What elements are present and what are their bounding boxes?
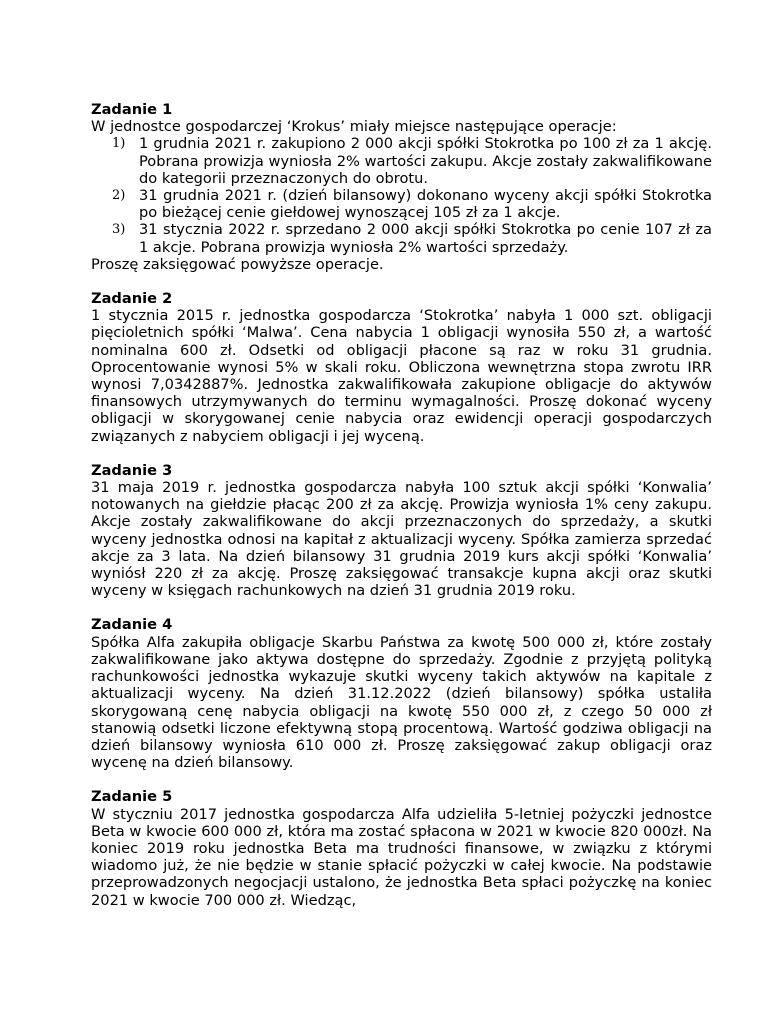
task-title: Zadanie 4 [91, 616, 173, 634]
task-2 [91, 290, 712, 445]
operation-text: 1 grudnia 2021 r. zakupiono 2 000 akcji spółki Stokrotka po 100 zł za 1 akcję. Pobrana prowizja wyniosła 2% wartości zakupu. Akcje zostały zakwalifikowane do kategorii przeznaczonych do obrotu. [139, 135, 712, 187]
task-title: Zadanie 3 [91, 461, 173, 479]
operation-item [112, 221, 712, 256]
task-body: 1 stycznia 2015 r. jednostka gospodarcza ‘Stokrotka’ nabyła 1 000 szt. obligacji pięcioletnich spółki ‘Malwa’. Cena nabycia 1 obligacji wynosiła 550 zł, a wartość nominalna 600 zł. Odsetki od obligacji płacone są raz w roku 31 grudnia. Oprocentowanie wynosi 5% w skali roku. Obliczona wewnętrzna stopa zwrotu IRR wynosi 7,0342887%. Jednostka zakwalifikowała zakupione obligacje do aktywów finansowych utrzymywanych do terminu wymagalności. Proszę dokonać wyceny obligacji w skorygowanej cenie nabycia oraz ewidencji operacji gospodarczych związanych z nabyciem obligacji i jej wyceną. [91, 307, 712, 445]
task-title: Zadanie 5 [91, 788, 173, 806]
task-5 [91, 788, 712, 908]
operation-number: 2) [112, 188, 126, 204]
task-title: Zadanie 2 [91, 290, 173, 308]
task-title: Zadanie 1 [91, 101, 173, 118]
task-3 [91, 462, 712, 600]
operations-list [91, 135, 712, 255]
task-body: W styczniu 2017 jednostka gospodarcza Alfa udzieliła 5-letniej pożyczki jednostce Beta w kwocie 600 000 zł, która ma zostać spłacona w 2021 w kwocie 820 000zł. Na koniec 2019 roku jednostka Beta ma trudności finansowe, w związku z którymi wiadomo już, że nie będzie w stanie spłacić pożyczki w całej kwocie. Na podstawie przeprowadzonych negocjacji ustalono, że jednostka Beta spłaci pożyczkę na koniec 2021 w kwocie 700 000 zł. Wiedząc, [91, 805, 712, 909]
operation-number: 3) [112, 222, 126, 238]
operation-text: 31 stycznia 2022 r. sprzedano 2 000 akcji spółki Stokrotka po cenie 107 zł za 1 akcje. Pobrana prowizja wyniosła 2% wartości sprzedaży. [139, 221, 712, 256]
task-4 [91, 616, 712, 771]
task-body: 31 maja 2019 r. jednostka gospodarcza nabyła 100 sztuk akcji spółki ‘Konwalia’ notowanych na giełdzie płacąc 200 zł za akcję. Prowizja wyniosła 1% ceny zakupu. Akcje zostały zakwalifikowane do akcji przeznaczonych do sprzedaży, a skutki wyceny jednostka odnosi na kapitał z aktualizacji wyceny. Spółka zamierza sprzedać akcje za 3 lata. Na dzień bilansowy 31 grudnia 2019 kurs akcji spółki ‘Konwalia’ wyniósł 220 zł za akcję. Proszę zaksięgować transakcje kupna akcji oraz skutki wyceny w księgach rachunkowych na dzień 31 grudnia 2019 roku. [91, 479, 712, 600]
operation-item [112, 187, 712, 222]
document-page [91, 101, 712, 926]
task-body: Spółka Alfa zakupiła obligacje Skarbu Państwa za kwotę 500 000 zł, które zostały zakwalifikowane jako aktywa dostępne do sprzedaży. Zgodnie z przyjętą polityką rachunkowości jednostka wykazuje skutki wyceny takich aktywów na kapitale z aktualizacji wyceny. Na dzień 31.12.2022 (dzień bilansowy) spółka ustaliła skorygowaną cenę nabycia obligacji na kwotę 550 000 zł, z czego 50 000 zł stanowią odsetki liczone efektywną stopą procentową. Wartość godziwa obligacji na dzień bilansowy wyniosła 610 000 zł. Proszę zaksięgować zakup obligacji oraz wycenę na dzień bilansowy. [91, 633, 712, 772]
task-intro: W jednostce gospodarczej ‘Krokus’ miały miejsce następujące operacje: [91, 118, 617, 136]
operation-item [112, 135, 712, 187]
task-1 [91, 101, 712, 273]
operation-number: 1) [112, 136, 126, 152]
task-closing: Proszę zaksięgować powyższe operacje. [91, 255, 384, 273]
operation-text: 31 grudnia 2021 r. (dzień bilansowy) dokonano wyceny akcji spółki Stokrotka po bieżącej cenie giełdowej wynoszącej 105 zł za 1 akcje. [139, 187, 712, 222]
